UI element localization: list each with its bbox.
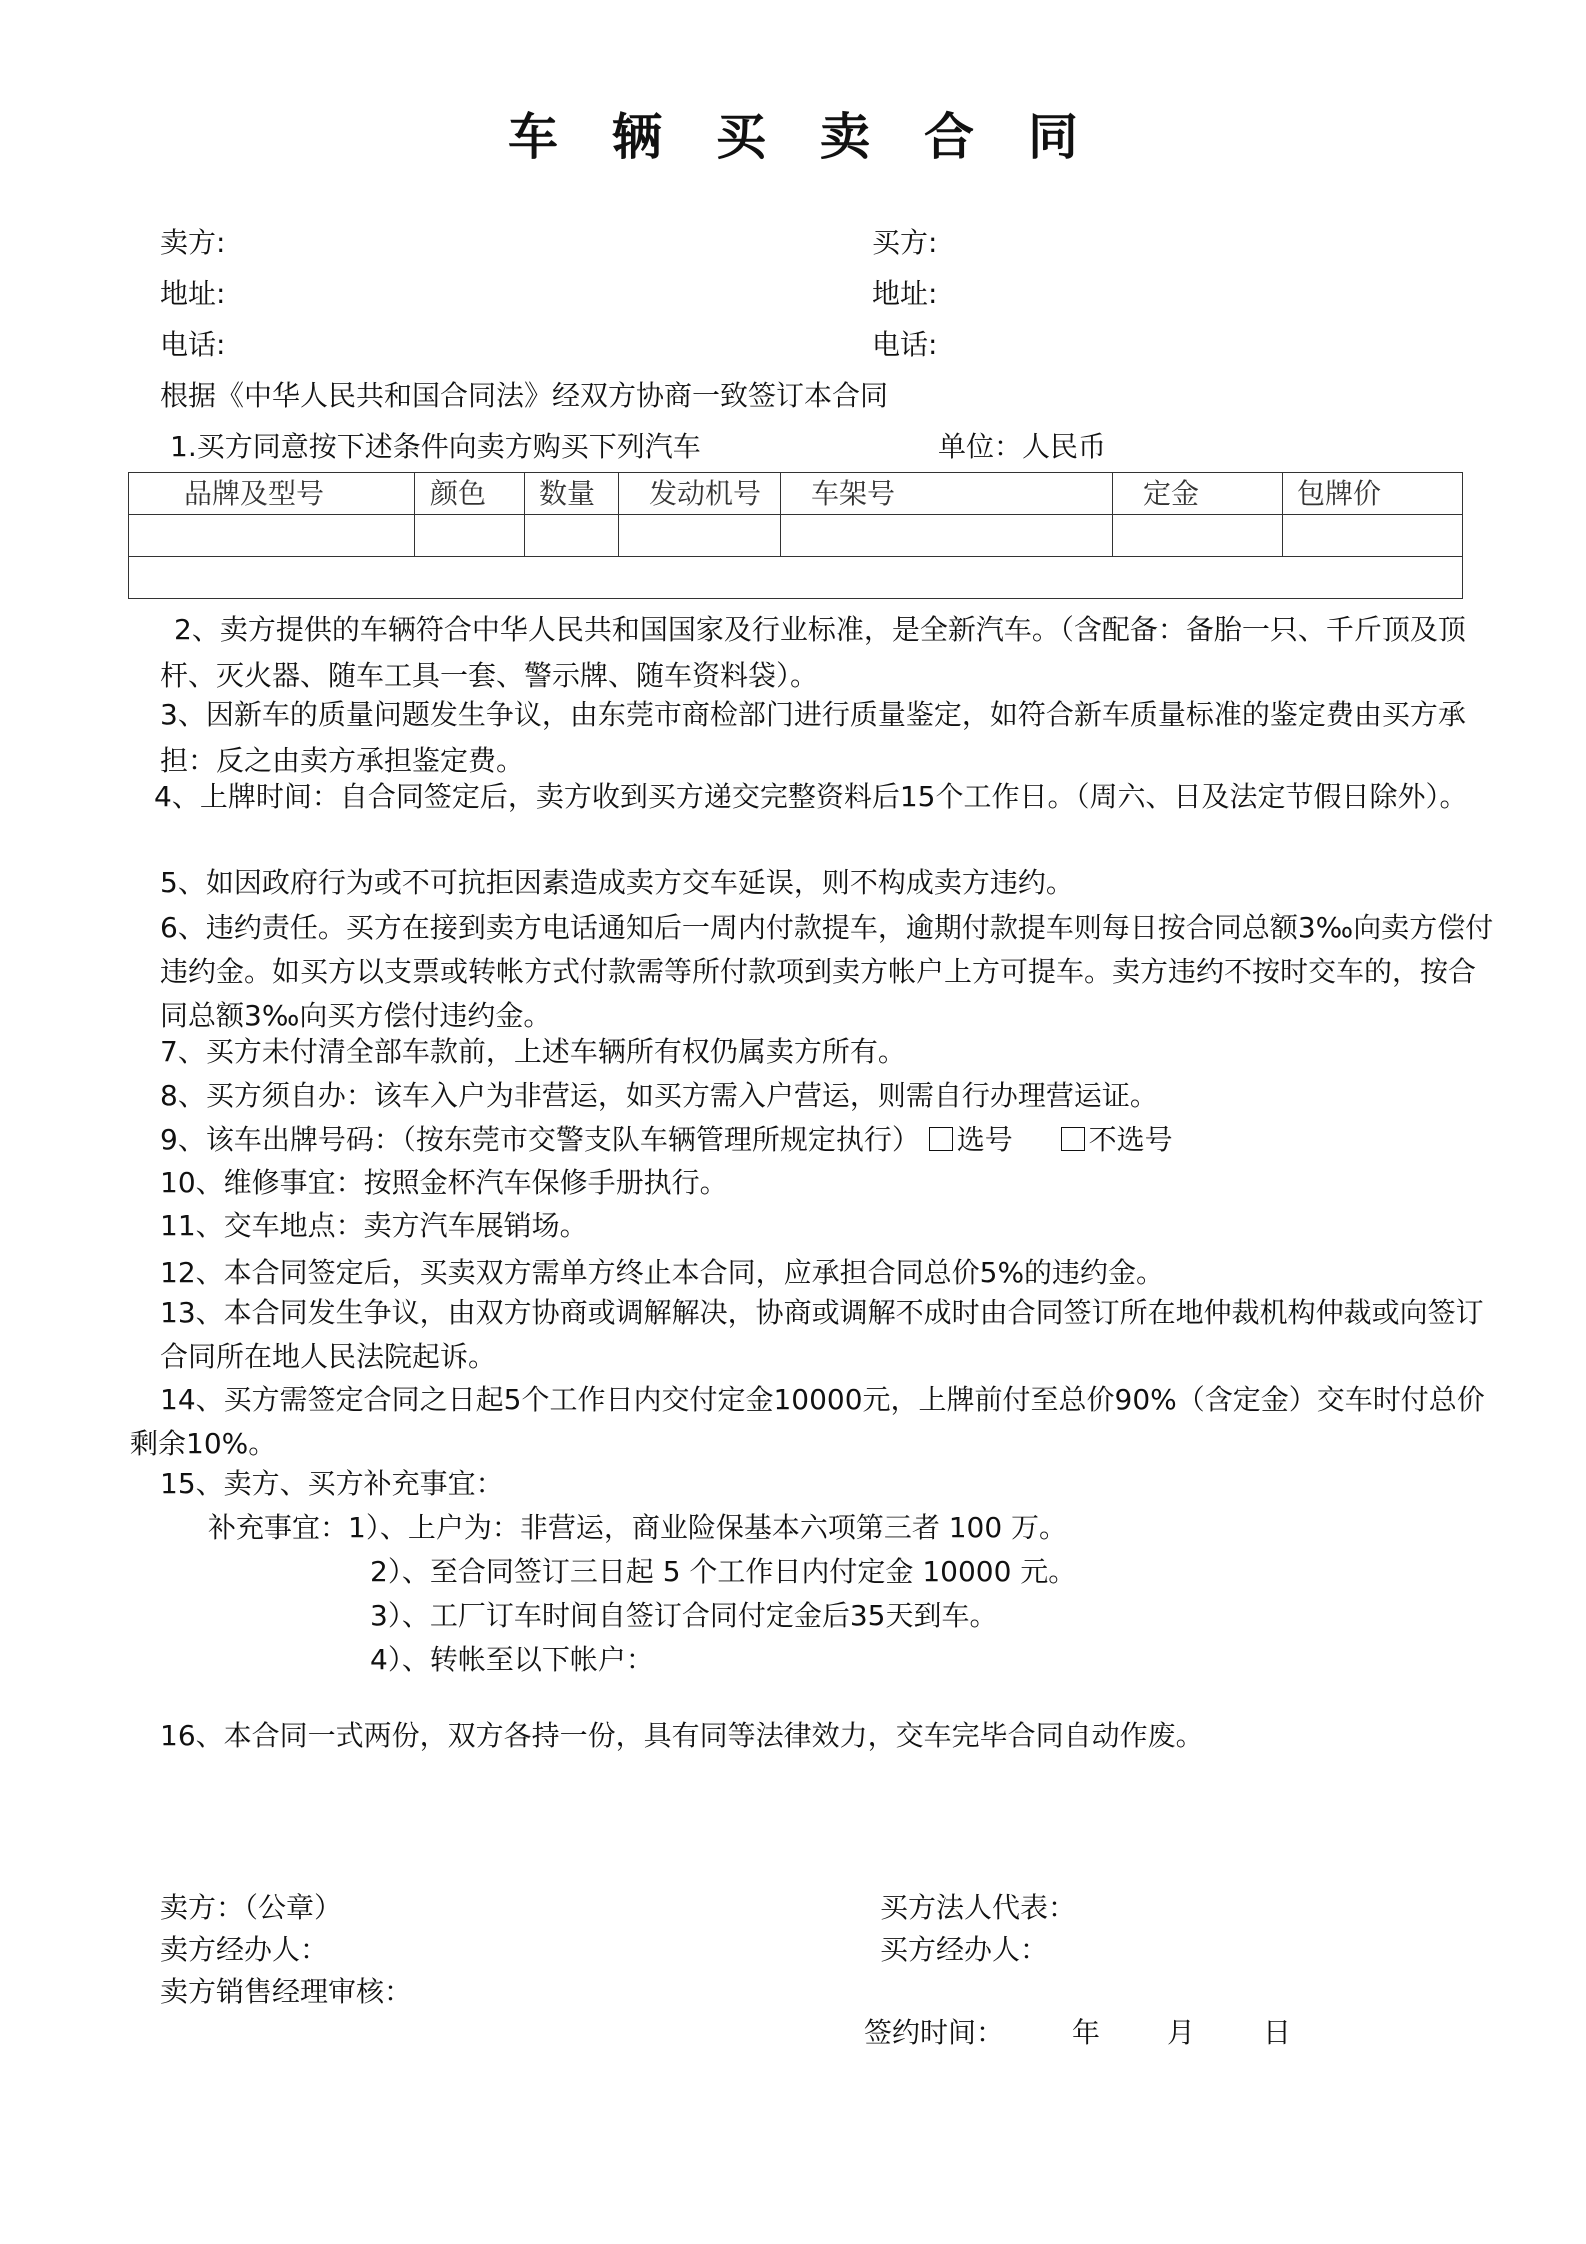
clause-13: 13、本合同发生争议，由双方协商或调解解决，协商或调解不成时由合同签订所在地仲裁机构仲裁或向签订合同所在地人民法院起诉。 — [160, 1296, 1484, 1373]
clause-9 — [160, 1121, 1173, 1159]
header-quantity: 数量 — [525, 473, 619, 515]
document-title: 车辆买卖合同 — [508, 108, 1132, 166]
table-row — [129, 557, 1463, 599]
sign-month: 月 — [1167, 2016, 1196, 2049]
seller-agent-label: 卖方经办人： — [160, 1933, 329, 1966]
header-color: 颜色 — [415, 473, 525, 515]
clause-15: 15、卖方、买方补充事宜： — [160, 1467, 504, 1500]
clause-14: 14、买方需签定合同之日起5个工作日内交付定金10000元，上牌前付至总价90%（含定金）交车时付总价剩余10%。 — [130, 1383, 1485, 1460]
buyer-agent-label: 买方经办人： — [880, 1933, 1049, 1966]
cell-total-price[interactable] — [1283, 515, 1463, 557]
cell-quantity[interactable] — [525, 515, 619, 557]
header-frame-number: 车架号 — [781, 473, 1113, 515]
seller-label: 卖方: — [160, 226, 226, 259]
buyer-address-label: 地址: — [872, 277, 938, 310]
vehicle-table — [128, 472, 1463, 599]
sign-date-label: 签约时间： — [864, 2016, 1005, 2049]
choose-number-label: 选号 — [956, 1123, 1013, 1156]
clause-8: 8、买方须自办：该车入户为非营运，如买方需入户营运，则需自行办理营运证。 — [160, 1079, 1158, 1112]
clause-15-item-1: 补充事宜：1）、上户为：非营运，商业险保基本六项第三者 100 万。 — [208, 1511, 1068, 1544]
clause-1: 1.买方同意按下述条件向卖方购买下列汽车 — [170, 430, 701, 463]
cell-frame-number[interactable] — [781, 515, 1113, 557]
clause-2: 2、卖方提供的车辆符合中华人民共和国国家及行业标准，是全新汽车。（含配备：备胎一只、千斤顶及顶杆、灭火器、随车工具一套、警示牌、随车资料袋）。 — [160, 613, 1466, 692]
seller-seal-label: 卖方：（公章） — [160, 1891, 343, 1924]
table-header-row — [129, 473, 1463, 515]
clause-12: 12、本合同签定后，买卖双方需单方终止本合同，应承担合同总价5%的违约金。 — [160, 1256, 1165, 1289]
currency-unit: 单位：人民币 — [938, 430, 1107, 463]
cell-engine-number[interactable] — [619, 515, 781, 557]
clause-10: 10、维修事宜：按照金杯汽车保修手册执行。 — [160, 1166, 728, 1199]
clause-4: 4、上牌时间：自合同签定后，卖方收到买方递交完整资料后15个工作日。（周六、日及法定节假日除外）。 — [154, 780, 1468, 813]
clause-16: 16、本合同一式两份，双方各持一份，具有同等法律效力，交车完毕合同自动作废。 — [160, 1719, 1204, 1752]
intro-text: 根据《中华人民共和国合同法》经双方协商一致签订本合同 — [160, 379, 889, 412]
cell-brand-model[interactable] — [129, 515, 415, 557]
buyer-label: 买方: — [872, 226, 938, 259]
choose-number-checkbox[interactable] — [929, 1127, 953, 1151]
clause-7: 7、买方未付清全部车款前，上述车辆所有权仍属卖方所有。 — [160, 1035, 906, 1068]
clause-11: 11、交车地点：卖方汽车展销场。 — [160, 1209, 588, 1242]
clause-5: 5、如因政府行为或不可抗拒因素造成卖方交车延误，则不构成卖方违约。 — [160, 866, 1074, 899]
seller-phone-label: 电话: — [160, 328, 226, 361]
header-brand-model: 品牌及型号 — [129, 473, 415, 515]
header-engine-number: 发动机号 — [619, 473, 781, 515]
seller-manager-label: 卖方销售经理审核： — [160, 1975, 413, 2008]
no-choose-number-label: 不选号 — [1088, 1123, 1173, 1156]
buyer-phone-label: 电话: — [872, 328, 938, 361]
buyer-representative-label: 买方法人代表： — [880, 1891, 1077, 1924]
clause-6: 6、违约责任。买方在接到卖方电话通知后一周内付款提车，逾期付款提车则每日按合同总额3‰向卖方偿付违约金。如买方以支票或转帐方式付款需等所付款项到卖方帐户上方可提车。卖方违约不按时交车的，按合同总额3‰向买方偿付违约金。 — [160, 911, 1494, 1032]
sign-year: 年 — [1072, 2016, 1101, 2049]
cell-notes[interactable] — [129, 557, 1463, 599]
seller-address-label: 地址: — [160, 277, 226, 310]
header-deposit: 定金 — [1113, 473, 1283, 515]
cell-deposit[interactable] — [1113, 515, 1283, 557]
header-total-price: 包牌价 — [1283, 473, 1463, 515]
clause-15-item-3: 3）、工厂订车时间自签订合同付定金后35天到车。 — [370, 1599, 998, 1632]
clause-3: 3、因新车的质量问题发生争议，由东莞市商检部门进行质量鉴定，如符合新车质量标准的鉴定费由买方承担：反之由卖方承担鉴定费。 — [160, 698, 1466, 777]
clause-9-text: 9、该车出牌号码：（按东莞市交警支队车辆管理所规定执行） — [160, 1123, 920, 1156]
table-row — [129, 515, 1463, 557]
clause-15-item-2: 2）、至合同签订三日起 5 个工作日内付定金 10000 元。 — [370, 1555, 1077, 1588]
cell-color[interactable] — [415, 515, 525, 557]
sign-day: 日 — [1263, 2016, 1292, 2049]
no-choose-number-checkbox[interactable] — [1061, 1127, 1085, 1151]
clause-15-item-4: 4）、转帐至以下帐户： — [370, 1643, 654, 1676]
